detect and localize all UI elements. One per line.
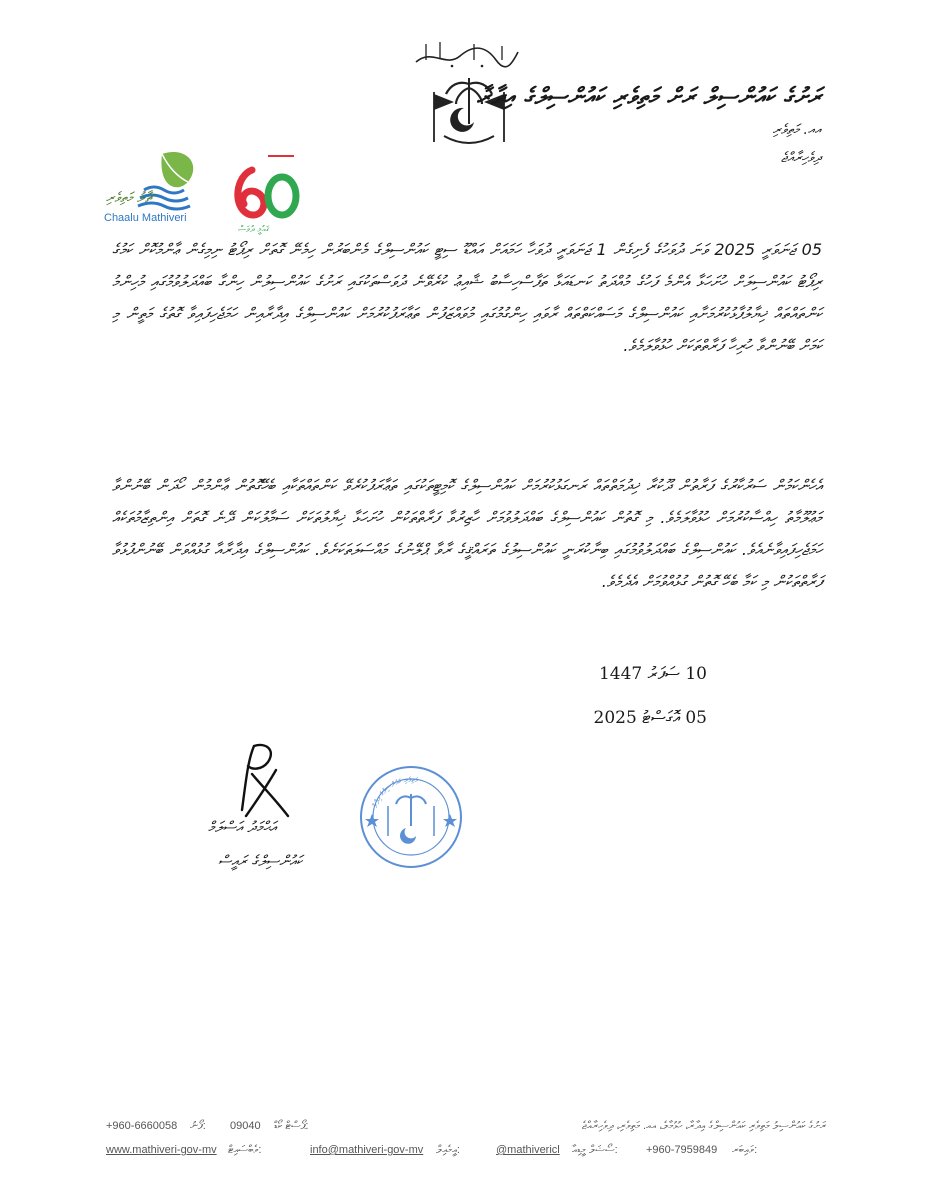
footer-social-handle[interactable]: @mathivericl [496,1144,560,1156]
footer-mobile: +960-7959849 [646,1144,718,1156]
council-name-heading: ރަށުގެ ކައުންސިލް ރަށް މަތިވެރި ކައުންސިލްގެ އިދާރާ [476,84,821,110]
signatory-name: އަޙްމަދު އަސްލަމް [208,818,276,836]
gregorian-month: އޮގަސްޓު [642,708,680,728]
footer-phone-label: ފޯނު: [190,1120,206,1132]
letter-paragraph-1: 05 ޖަނަވަރީ 2025 ވަނަ ދުވަހުގެ ފެށިގެން 1 ޖަނަވަރީ ދުވަހާ ހަމައަށް އައްޑޫ ސިޓީ ކައުންސިލްގެ މެންބަރުން ހިމެނޭ ގޮތަށް ރިޕޯޓު ނިމިގެން ޢާންމުކޮށް ކަމުގެ ރިޕޯޓު ކައުންސިލަށް ހުށަހަޅާ އެންމެ ފަހުގެ މުއްދަތު ކަނޑައަޅާ ތަފާސްހިސާބު ޝާއިޢު ކުރެވޭނެ ދުވަސްތަކުގައި ރަށުގެ ކައުންސިލުން ހިންގާ ބައްދަލުވުމުގައި މުހިންމު ކަންތައްތައް ޚިޔާލުފާޅުކުރުމަށާއި ކައުންސިލްގެ މަސައްކަތްތައް ރާވައި ހިންގުމުގައި މުވައްޒަފުން ތަޢާރަފުކުރުމަށް ކައުންސިލްގެ އިދާރާއިން ހަމަޖެހިފައިވާ ގޮތުގެ މަތީން މި ކަމަށް ބޭނުންވާ ހުރިހާ ފަރާތްތަކަށް ހުޅުވާލަމެވެ. [112,240,822,355]
council-address-country: ދިވެހިރާއްޖެ [780,150,821,166]
footer-email-link[interactable]: info@mathiveri-gov-mv [310,1144,424,1156]
hijri-month: ސަފަރު [647,664,680,684]
footer-postcode: 09040 [230,1120,261,1132]
footer-phone: +960-6660058 [106,1120,178,1132]
footer-postcode-label: ޕޯސްޓް ކޯޑް: [274,1120,309,1132]
council-address-atoll: އއ. މަތިވެރި [772,122,821,138]
footer-social-label: ސޯޝަލް މީޑިއާ: [572,1144,618,1156]
official-seal-icon [358,764,464,870]
gregorian-date [594,708,708,728]
footer-email-label: އީމެއިލް: [436,1144,460,1156]
sixty-years-logo [224,146,310,236]
signatory-title: ކައުންސިލްގެ ރައީސް [218,852,303,870]
gregorian-year: 2025 [593,708,637,728]
footer-mobile-label: ވައިބަރ: [732,1144,758,1156]
svg-text:ޗާލު މަތިވެރި: ޗާލު މަތިވެރި [106,190,154,206]
hijri-date [599,664,707,684]
footer-website-label: ވެބްސައިޓް: [228,1144,262,1156]
footer-website-link[interactable]: www.mathiveri-gov-mv [106,1144,217,1156]
bismillah-calligraphy [412,38,522,72]
footer-address: ރަށުގެ ކައުންސިލު މަތިވެރި ކައުންސިލްގެ އިދާރާ، ހުޅުމާލެ، އއ. މަތިވެރި، ދިވެހިރާއްޖެ [581,1120,826,1132]
chaalu-mathiveri-caption: Chaalu Mathiveri [104,212,187,224]
handwritten-signature [232,740,294,822]
hijri-day: 10 [685,664,707,684]
seal-text: މަތިވެރި ކައުންސިލްގެ އިދާރާ [371,775,419,809]
hijri-year: 1447 [598,664,643,684]
gregorian-day: 05 [685,708,707,728]
letter-paragraph-2: އެހެންކަމުން ސަރުކާރުގެ ފަރާތުން ދޫކުރާ ޚިދުމަތްތައް ރަނގަޅުކުރުމަށް ކައުންސިލްގެ ކޮމިޓީތަކުގައި ތަޢާރަފުކުރެވޭ ކަންތައްތަކާއި ބެހޭގޮތުން ޢާންމުން ހޯދަން ބޭނުންވާ މަޢުލޫމާތު ހިއްސާކުރުމަށް ހުޅުވާލަމެވެ. މި ގޮތުން ކައުންސިލްގެ ބައްދަލުވުމަށް ހާޒިރުވާ ފަރާތްތަކުން ހުށަހަޅާ ޚިޔާލުތަކަށް ސަމާލުކަން ދޭނެ ގޮތަށް އިންތިޒާމުތަކެއް ހަމަޖެހިފައިވާނެއެވެ. ކައުންސިލްގެ ބައްދަލުވުމުގައި ބިނާކުރަނީ ކައުންސިލުގެ ތަރައްޤީގެ ރާވާ ޕްލޭނުގެ މައްސަލަތަކަށެވެ. ކައުންސިލްގެ އިދާރާއާ ގުޅުއްވަން ބޭނުންފުޅުވާ ފަރާތްތަކުން މި ކަމާ ބެހޭ ގޮތުން ގުޅުއްވުމަށް އެދެމެވެ. [112,476,822,591]
svg-text:ޤައުމީ ދުވަސް: ޤައުމީ ދުވަސް [238,225,270,235]
